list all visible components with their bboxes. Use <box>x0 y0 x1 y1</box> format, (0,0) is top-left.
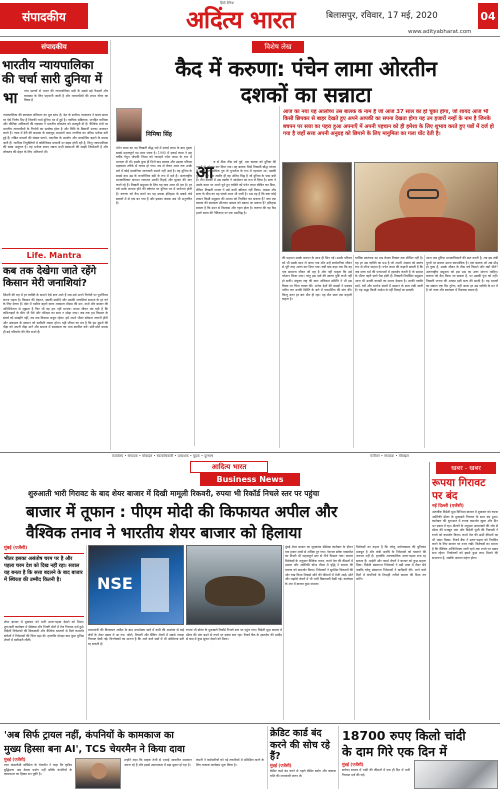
website-url[interactable]: www.adityabharat.com <box>408 29 472 35</box>
tcs-headline-line2: मुख्य हिस्सा बना AI', TCS चेयरमैन ने किया दावा <box>4 744 185 755</box>
newspaper-logo <box>168 0 318 34</box>
dateline: बिलासपुर, रविवार, 17 मई, 2020 <box>326 11 438 21</box>
silver-dateline: मुंबई (एजेंसी) <box>342 762 364 767</box>
silver-bars-photo <box>414 760 498 789</box>
tcs-chairman-photo <box>75 758 121 789</box>
side-news-label: खबर - खबर <box>436 462 496 474</box>
feature-col-5: आज जब दुनिया मानवाधिकारों की बात करती है, तब इस लंबी चुप्पी पर सवाल उठना स्वाभाविक है। एक बालक जो अब प्रौढ़ हो चुका है, उसके जीवन के तीस वर्ष किसने और क्यों छीने? अंतरराष्ट्रीय समुदाय को इस प्रश्न का उत्तर मांगना चाहिए। करुणा को कैद किया जा सकता है, पर उसकी गूंज को नहीं। तिब्बती जनता की आस्था इसी सत्य की साक्षी है। यह दशकों का सन्नाटा एक दिन टूटेगा, यही आशा हर उस व्यक्ति के मन में है जो न्याय और स्वतंत्रता में विश्वास रखता है। <box>426 256 498 293</box>
editorial-drop-cap: भा <box>3 89 18 107</box>
main-story-highlight: भीतर इसका असंतोष चरम पर है और पहला चरम देश को दिख नहीं रहा। सवाल यह बनता है कि सत्ता बदलने के बाद बाजार में स्थिरता की उम्मीद कितनी है। <box>4 553 84 617</box>
panchen-lama-photo <box>282 162 352 252</box>
page-number: 04 <box>478 3 498 29</box>
tcs-dateline: मुंबई (एजेंसी) <box>4 757 26 762</box>
side-news-body: अंतरबैंक विदेशी मुद्रा विनिमय बाजार में शुक्रवार को रुपया अमेरिकी डॉलर के मुकाबले गिरावट के साथ बंद हुआ। कारोबार की शुरुआत में रुपया कमजोर खुला और दिन भर दबाव में रहा। डीलरों के अनुसार आयातकों की ओर से डॉलर की मजबूत मांग और विदेशी पूंजी की निकासी ने रुपये को कमजोर किया। कच्चे तेल की ऊंची कीमतों का भी असर दिखा। रिजर्व बैंक ने उतार-चढ़ाव को नियंत्रित करने के लिए बाजार पर नजर रखी। विशेषज्ञों का मानना है कि वैश्विक अनिश्चितता जारी रहने तक रुपये पर दबाव बना रहेगा। निर्यातकों को इससे कुछ लाभ मिलने की संभावना है, जबकि आयात महंगा होगा। <box>432 510 498 560</box>
imprint-line-left: कार्यालय • संपादक • मोबाइल • स्वत्वाधिकारी • प्रकाशक • मुद्रक • दूरभाष <box>112 454 214 458</box>
feature-headline-line1: कैद में करुणा: पंचेन लामा ओरतीन <box>175 57 437 81</box>
side-news-headline: रूपया गिरावट पर बंद <box>432 477 486 502</box>
credit-card-dateline: मुंबई (एजेंसी) <box>270 763 292 768</box>
nse-logo-text: NSE <box>97 574 133 593</box>
imprint-line-right: पंजीयन • संपादक • मोबाइल <box>370 454 409 458</box>
tcs-body-2: उन्होंने कहा कि ग्राहक तेजी से एआई आधारित समाधान अपना रहे हैं और इससे उत्पादकता में बड़ा सुधार हो रहा है। <box>124 758 192 767</box>
business-brand-text: आदित्य भारत <box>211 462 247 471</box>
life-mantra-title: कब तक देखेगा जाते रहेंगे किसान मेरी जनाशियां? <box>3 266 97 289</box>
tcs-body-3: कंपनी ने कर्मचारियों को नई तकनीकों में प्रशिक्षित करने के लिए व्यापक कार्यक्रम शुरू किया है। <box>196 758 264 767</box>
main-story-col-2: प्रधानमंत्री की किफायत अपील के बाद उपभोक्ता खर्च में कमी की आशंका से कई क्षेत्रों के शेयर दबाव में आ गए। ऑटो, रियल्टी और बैंकिंग शेयरों में सबसे ज्यादा गिरावट देखी गई। विश्लेषकों का मानना है कि आने वाले सत्रों में भी अस्थिरता बनी रह सकती है। <box>88 628 184 646</box>
editorial-title: भारतीय न्यायपालिका की चर्चा सारी दुनिया में <box>2 58 103 86</box>
feature-col-1: पंचेन लामा का पद तिब्बती बौद्ध धर्म में दलाई लामा के बाद दूसरा सबसे महत्वपूर्ण पद माना जाता है। 1995 में दलाई लामा ने छह वर्षीय गेधुन चोएकी न्यिमा को ग्यारहवें पंचेन लामा के रूप में मान्यता दी थी। इसके कुछ ही दिनों बाद बालक और उसका परिवार रहस्यमय तरीके से गायब हो गया। तब से लेकर आज तक उनके बारे में कोई प्रामाणिक जानकारी सामने नहीं आई है। यह दुनिया के सबसे कम उम्र के राजनीतिक बंदी के रूप में दर्ज है। अंतरराष्ट्रीय मानवाधिकार संगठन लगातार उनकी रिहाई और सुरक्षा की मांग करते रहे हैं। तिब्बती समुदाय के लिए यह घाव आज भी हरा है। हर वर्ष उनके लापता होने की वर्षगांठ पर दुनिया भर में प्रार्थनाएं होती हैं। करुणा को कैद करने का यह प्रयास इतिहास के सबसे लंबे सन्नाटों में से एक बन गया है और इसका जवाब अब भी अनुत्तरित है। <box>116 146 192 206</box>
silver-headline-line1: 18700 रुपए किलो चांदी <box>342 728 466 743</box>
dalai-lama-photo <box>354 162 498 252</box>
business-news-label: Business News <box>200 473 300 486</box>
credit-card-body: क्रेडिट कार्ड बंद करने से पहले क्रेडिट स्कोर और बकाया राशि की जानकारी जरूर लें। <box>270 769 336 778</box>
silver-headline-line2: के दाम गिरे एक दिन में <box>342 744 447 759</box>
editorial-body-2: न्यायपालिका की स्वतंत्रता संविधान का मूल स्तंभ है। देश के सर्वोच्च न्यायालय ने समय-समय पर ऐसे निर्णय दिए हैं जिनकी चर्चा दुनिया भर में हुई है। न्यायिक सक्रियता, जनहित याचिका और मौलिक अधिकारों की व्याख्या ने भारतीय लोकतंत्र को मजबूती दी है। वैश्विक मंचों पर भारतीय न्यायाधीशों के निर्णयों का उल्लेख होता है और विधि के विद्यार्थी उनका अध्ययन करते हैं। न्याय में देरी की समस्या के बावजूद अदालतें आम नागरिक का अंतिम भरोसा बनी हुई हैं। लंबित मामलों की संख्या घटाने, तकनीक के उपयोग और पारदर्शिता बढ़ाने के प्रयास जारी हैं। न्यायिक नियुक्तियों में कॉलेजियम प्रणाली पर बहस होती रही है, किंतु न्यायपालिका की साख अक्षुण्ण है। यह भरोसा बनाए रखना सभी संस्थाओं की साझी जिम्मेदारी है और लोकतंत्र की सेहत के लिए अनिवार्य भी। <box>3 113 108 154</box>
main-story-col-4: मुंबई शेयर बाजार का सूचकांक सेंसेक्स कारोबार के दौरान एक हजार अंकों से अधिक टूट गया। नेशनल स्टॉक एक्सचेंज का निफ्टी भी महत्वपूर्ण स्तर से नीचे फिसल गया। बाजार विशेषज्ञों के अनुसार वैश्विक तनाव, कच्चे तेल की कीमतों में उछाल और अमेरिकी बॉन्ड यील्ड में वृद्धि ने बाजार की धारणा को कमजोर किया। निवेशकों ने सुरक्षित विकल्पों की ओर रुख किया जिससे सोने की कीमतों में तेजी आई। छोटे और मझोले शेयरों में भी भारी बिकवाली देखी गई। कारोबार के अंत में बाजार कुछ संभला। <box>285 545 353 586</box>
main-story-headline-line1: बाजार में तूफान : पीएम मोदी की किफायत अपील और <box>26 503 338 521</box>
feature-drop-cap: आ <box>196 163 214 183</box>
bull-statue-photo <box>186 545 282 625</box>
nse-photo <box>88 545 184 625</box>
main-story-headline-line2: वैश्विक तनाव ने भारतीय शेयर बाजार को हिलाया <box>26 524 302 542</box>
sidebar-section-label: संपादकीय <box>0 41 108 54</box>
main-story-col-5: विशेषज्ञों का कहना है कि घरेलू अर्थव्यवस्था की बुनियाद मजबूत है और लंबी अवधि के निवेशकों को घबराने की जरूरत नहीं है। हालांकि अल्पकालिक उतार-चढ़ाव बना रह सकता है। आईटी और फार्मा शेयरों ने बाजार को कुछ सहारा दिया। विदेशी संस्थागत निवेशकों ने बड़ी मात्रा में शेयर बेचे जबकि घरेलू संस्थागत निवेशकों ने खरीदारी की। आने वाले दिनों में कंपनियों के तिमाही नतीजे बाजार की दिशा तय करेंगे। <box>356 545 426 582</box>
tcs-headline-line1: 'अब सिर्फ ट्रायल नहीं, कंपनियों के कामकाज का <box>4 730 174 741</box>
main-story-strap: शुरुआती भारी गिरावट के बाद शेयर बाजार में दिखी मामूली रिकवरी, रुपया भी रिकॉर्ड निचले स्तर पर पहुंचा <box>28 489 320 498</box>
side-news-dateline: नई दिल्ली (एजेंसी) <box>432 504 464 509</box>
author-name: निमिषा सिंह <box>146 131 172 138</box>
section-tab <box>0 3 88 29</box>
credit-card-headline: क्रेडिट कार्ड बंद करने की सोच रहे हैं? <box>270 728 330 762</box>
main-story-col-3: रुपया भी डॉलर के मुकाबले रिकॉर्ड निचले स्तर पर पहुंच गया। विदेशी मुद्रा बाजार में डॉलर की मांग बढ़ने से रुपये पर दबाव बना रहा। रिजर्व बैंक के हस्तक्षेप की उम्मीद से बाद में कुछ सुधार देखने को मिला। <box>186 628 282 642</box>
feature-kicker: विशेष लेख <box>252 41 304 53</box>
life-mantra-label: Life. Mantra <box>26 251 82 260</box>
logo-tagline: हिंदी दैनिक <box>220 1 235 5</box>
business-news-brand <box>190 461 268 473</box>
tcs-body-1: टाटा कंसल्टेंसी सर्विसेज के चेयरमैन ने कहा कि कृत्रिम बुद्धिमत्ता अब केवल प्रयोग नहीं बल्कि कंपनियों के कामकाज का हिस्सा बन चुकी है। <box>4 763 72 777</box>
logo-text: अदिंत्य भारत <box>186 6 296 34</box>
feature-headline-line2: दशकों का सन्नाटा <box>240 83 372 107</box>
silver-body: सर्राफा बाजार में चांदी की कीमतों में एक ही दिन में भारी गिरावट दर्ज की गई। <box>342 768 410 777</box>
life-mantra-body: ज़िंदगी की राह में हर व्यक्ति के सामने ऐसे क्षण आते हैं जब उसे अपने निर्णयों पर पुनर्विचार करना पड़ता है। किसान की मेहनत, उसकी उम्मीदें और उसकी जनाशियां समाज के हर वर्ग के लिए प्रेरणा हैं। खेत में पसीना बहाने वाला अन्नदाता मौसम की मार, कर्ज़ और बाज़ार की अनिश्चितता से जूझता है फिर भी वह हार नहीं मानता। सच्चा जीवन मंत्र यही है कि कठिनाइयों के बीच भी धैर्य और परिश्रम का साथ न छोड़ा जाए। जब तक हम किसान के संघर्ष को समझेंगे नहीं, तब तक विकास अधूरा रहेगा। हमें अपने भीतर संवेदना जगानी होगी और अन्नदाता के सम्मान को सर्वोपरि रखना होगा। यही जीवन का मंत्र है कि हम दूसरों की पीड़ा को अपनी पीड़ा मानें और समाज में समरसता का भाव स्थापित करें। छोटे-छोटे प्रयास ही बड़े परिवर्तन की नींव बनते हैं। <box>3 293 108 334</box>
feature-col-3: की पहचान उसके बचपन के साथ ही छिन गई। उसके परिवार को भी उसके साथ ले जाया गया और उन्हें सार्वजनिक जीवन से पूरी तरह अलग कर दिया गया। वर्षों बाद कहा गया कि वह एक सामान्य जीवन जी रहा है और नहीं चाहता कि उसे परेशान किया जाए। परंतु इस दावे की स्वतंत्र पुष्टि कभी नहीं हो सकी। संयुक्त राष्ट्र की बाल अधिकार समिति ने भी इस विषय पर चिंता व्यक्त की। अनेक देशों की संसदों ने प्रस्ताव पारित कर उनकी स्थिति के बारे में पारदर्शिता की मांग की। किन्तु उत्तर हर बार मौन ही रहा। यह मौन स्वयं एक कहानी कहता है। <box>282 256 352 302</box>
author-photo <box>116 108 142 142</box>
editorial-body: पांच दशकों से भारत की न्यायपालिका सदी के सबसे बड़े फैसलों और व्यवस्था के लिए पहचानी जाती है और न्यायाधीशों की शपथ गौरव का विषय है <box>24 89 108 103</box>
main-story-dateline: मुंबई (एजेंसी) <box>4 546 28 551</box>
feature-lede: आज का नया यह आलोच्य उस बालक के नाम है जो आज 37 साल का हो चुका होगा, जो शायद आज भी किसी छिपकर से बाहर देखते हुए अपने आपकी का सपना देखता होगा यह उन हजारों नन्हों के नाम है जिनके बचपन पर सत्ता का पहरा हुआ अपनाएँ में अपनी पहचान को ही हमेशा के लिए शुभाव करते हुए पन्नों में दर्ज हो गया है जहाँ सत्ता अपनी अनुग्रह को छिपाने के लिए मानुमिता का गला घोंट देती है। <box>283 109 494 138</box>
main-story-col-1: शेयर बाजार में शुक्रवार को भारी उतार-चढ़ाव देखने को मिला। शुरुआती कारोबार में सेंसेक्स और निफ्टी दोनों में तेज गिरावट दर्ज हुई। विदेशी निवेशकों की बिकवाली और वैश्विक बाजारों से मिले कमजोर संकेतों ने निवेशकों की चिंता बढ़ा दी। हालांकि दोपहर बाद कुछ चुनिंदा शेयरों में खरीदारी लौटी। <box>4 620 84 643</box>
feature-col-4: धार्मिक स्वतंत्रता का प्रश्न केवल तिब्बत तक सीमित नहीं है। यह हर उस व्यक्ति का प्रश्न है जो अपनी आस्था को स्वतंत्र रूप से जीना चाहता है। पंचेन लामा की कहानी बताती है कि जब सत्ता धर्म की परंपराओं में हस्तक्षेप करती है तो समाज के भीतर गहरी दरारें पैदा होती हैं। तिब्बती निर्वासित समुदाय आज भी उनकी वापसी का सपना देखता है। उनकी तस्वीर मठों, घरों और प्रार्थना स्थलों में सम्मान के साथ रखी जाती है। यह श्रद्धा किसी आदेश से नहीं मिटाई जा सकती। <box>355 256 423 293</box>
feature-col-2: ज से ठीक तीस वर्ष पूर्व, एक बालक को दुनिया की नज़रों से ओझल कर दिया गया। वह बालक जिसे तिब्बती बौद्ध परंपरा ने अपने आध्यात्मिक गुरु के पुनर्जन्म के रूप में पहचाना था। उसकी मुस्कान की एक तस्वीर ही वह अंतिम चिह्न है जो दुनिया के पास बची है। तीन दशकों में उस तस्वीर ने आंदोलन का रूप ले लिया है। सत्ता ने उसके स्थान पर अपने चुने हुए व्यक्ति को पंचेन लामा घोषित कर दिया, लेकिन तिब्बती जनता ने उसे कभी स्वीकार नहीं किया। आस्था और सत्ता के बीच का यह संघर्ष आज भी जारी है। प्रश्न यह है कि क्या कोई शासन किसी समुदाय की आत्मा को नियंत्रित कर सकता है? क्या एक बालक की स्वतंत्रता छीनकर आस्था को दबाया जा सकता है? इतिहास बताता है कि दमन से विश्वास और गहरा होता है। करुणा की यह कैद हमारे समय की नैतिकता पर एक प्रश्नचिह्न है। <box>196 160 276 215</box>
section-tab-label: संपादकीय <box>22 9 66 24</box>
